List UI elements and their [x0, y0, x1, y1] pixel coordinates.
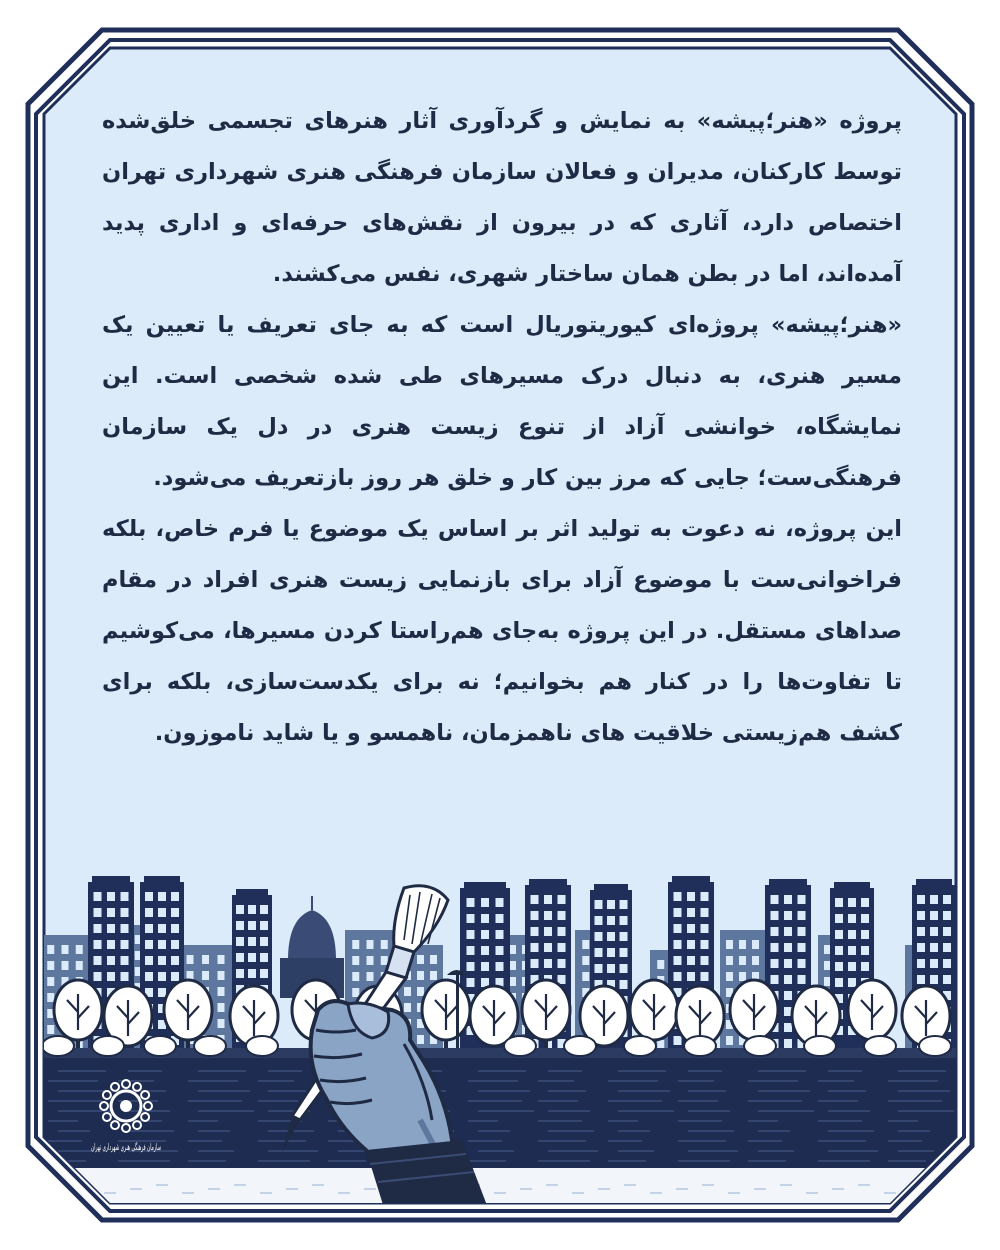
shore — [40, 1168, 960, 1208]
paragraph-1: پروژه «هنر؛پیشه» به نمایش و گردآوری آثار هنرهای تجسمی خلق‌شده توسط کارکنان، مدیران و فعالان سازمان فرهنگی هنری شهرداری تهران اختصاص دارد، آثاری که در بیرون از نقش‌های حرفه‌ای و اداری پدید آمده‌اند، اما در بطن همان ساختار شهری، نفس می‌کشند. — [102, 108, 902, 287]
logo-caption — [91, 1141, 161, 1153]
paragraph-2: «هنر؛پیشه» پروژه‌ای کیوریتوریال است که به جای تعریف یا تعیین یک مسیر هنری، به دنبال درک مسیرهای طی شده شخصی است. این نمایشگاه، خوانشی آزاد از تنوع زیست هنری در دل یک سازمان فرهنگی‌ست؛ جایی که مرز بین کار و خلق هر روز بازتعریف می‌شود. — [102, 312, 902, 491]
paragraph-3: این پروژه، نه دعوت به تولید اثر بر اساس یک موضوع یا فرم خاص، بلکه فراخوانی‌ست با موضوع آزاد برای بازنمایی زیست هنری افراد در مقام صداهای مستقل. در این پروژه به‌جای هم‌راستا کردن مسیرها، می‌کوشیم تا تفاوت‌ها را در کنار هم بخوانیم؛ نه برای یکدست‌سازی، بلکه برای کشف هم‌زیستی خلاقیت های ناهمزمان، ناهمسو و یا شاید ناموزون. — [102, 516, 902, 746]
body-text — [102, 96, 902, 759]
